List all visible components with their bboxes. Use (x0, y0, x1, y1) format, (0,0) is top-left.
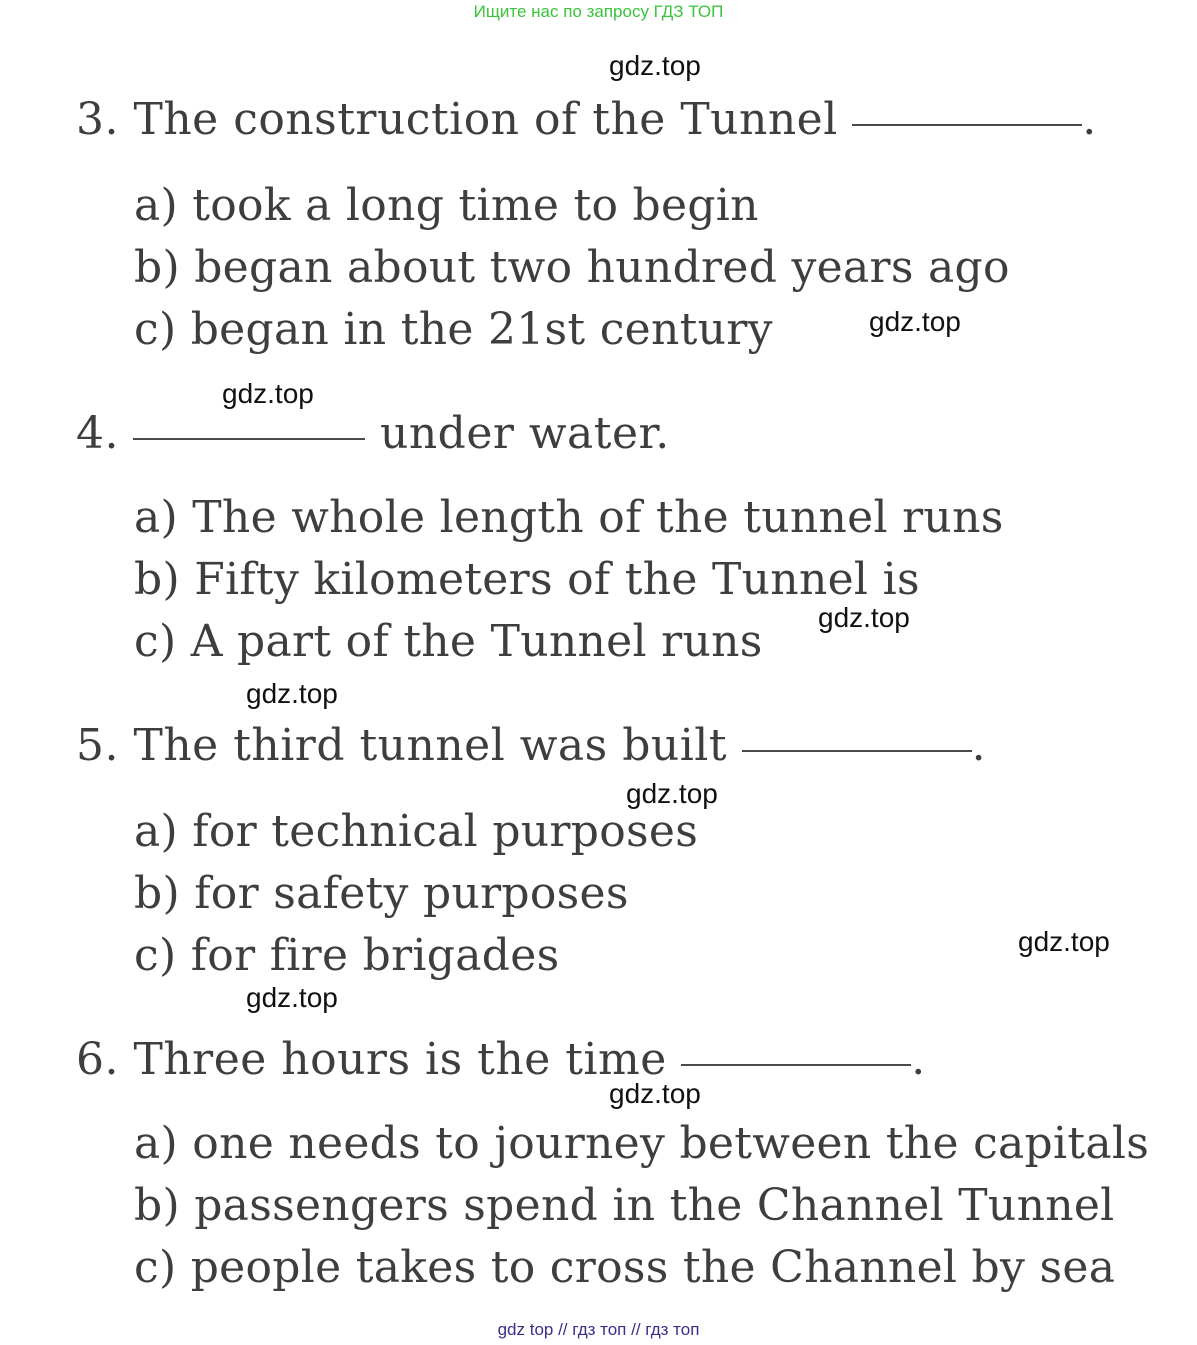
question-text: The third tunnel was built (133, 720, 728, 771)
top-banner: Ищите нас по запросу ГДЗ ТОП (473, 2, 724, 21)
answer-blank (852, 123, 1082, 126)
watermark: gdz.top (246, 982, 338, 1013)
watermark: gdz.top (609, 50, 701, 81)
option-4a: a) The whole length of the tunnel runs (134, 492, 1004, 543)
question-3 (76, 94, 1097, 145)
watermark: gdz.top (1018, 926, 1110, 957)
question-text: Three hours is the time (133, 1034, 667, 1085)
option-3b: b) began about two hundred years ago (134, 242, 1010, 293)
question-number: 4. (76, 408, 119, 459)
option-5c: c) for fire brigades (134, 930, 560, 981)
option-5a: a) for technical purposes (134, 806, 699, 857)
option-3c: c) began in the 21st century (134, 304, 773, 355)
option-3a: a) took a long time to begin (134, 180, 759, 231)
question-end: . (971, 720, 987, 771)
answer-blank (742, 749, 972, 752)
question-number: 5. (76, 720, 119, 771)
watermark: gdz.top (609, 1078, 701, 1109)
question-text: The construction of the Tunnel (133, 94, 838, 145)
option-4b: b) Fifty kilometers of the Tunnel is (134, 554, 920, 605)
option-4c: c) A part of the Tunnel runs (134, 616, 763, 667)
answer-blank (133, 437, 365, 440)
watermark: gdz.top (246, 678, 338, 709)
answer-blank (681, 1063, 911, 1066)
question-6 (76, 1034, 926, 1085)
option-5b: b) for safety purposes (134, 868, 629, 919)
question-text: under water. (379, 408, 670, 459)
watermark: gdz.top (869, 306, 961, 337)
question-end: . (911, 1034, 926, 1085)
footer-links: gdz top // гдз топ // гдз топ (497, 1320, 700, 1339)
question-end: . (1082, 94, 1097, 145)
question-4 (76, 408, 670, 459)
watermark: gdz.top (626, 778, 718, 809)
option-6c: c) people takes to cross the Channel by sea (134, 1242, 1116, 1293)
question-number: 3. (76, 94, 119, 145)
watermark: gdz.top (818, 602, 910, 633)
option-6a: a) one needs to journey between the capitals (134, 1118, 1150, 1169)
option-6b: b) passengers spend in the Channel Tunnel (134, 1180, 1115, 1231)
watermark: gdz.top (222, 378, 314, 409)
question-number: 6. (76, 1034, 119, 1085)
question-5 (76, 720, 987, 771)
